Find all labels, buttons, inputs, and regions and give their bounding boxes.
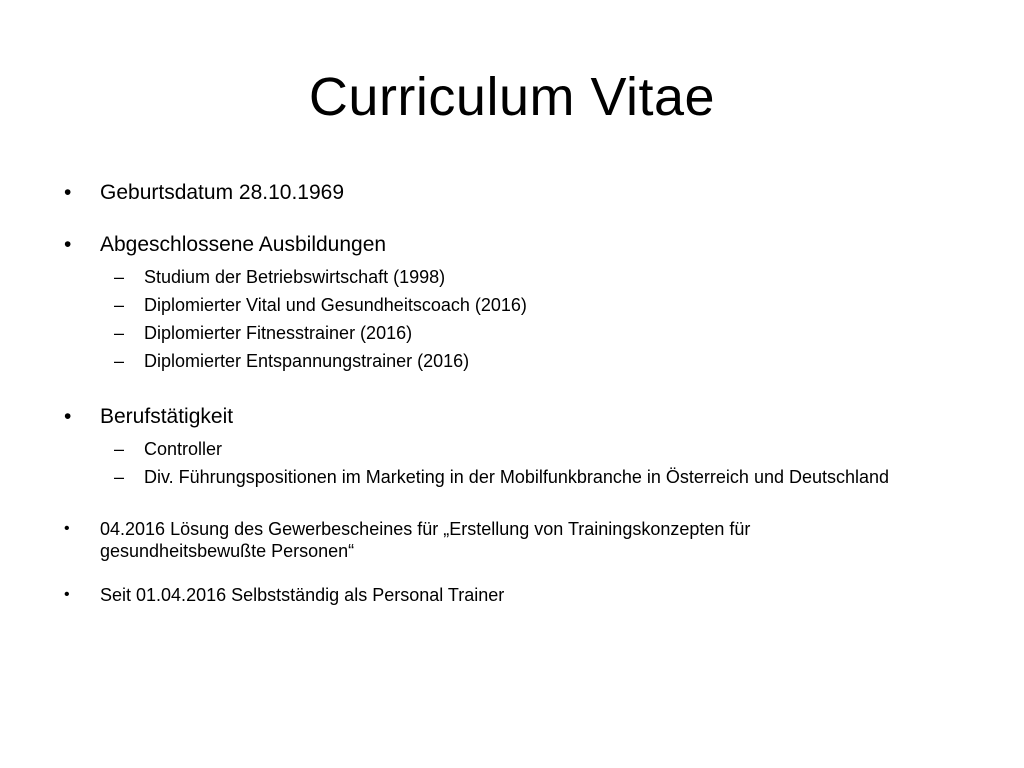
sub-item-education: [64, 322, 914, 344]
bullet-text: Seit 01.04.2016 Selbstständig als Personal Trainer: [100, 585, 505, 605]
sub-item-text: Diplomierter Vital und Gesundheitscoach (2016): [144, 295, 527, 315]
sub-item-education: [64, 350, 914, 372]
dash-marker: –: [114, 439, 125, 459]
sub-item-text: Controller: [144, 439, 223, 459]
sub-item-career: [64, 438, 914, 460]
bullet-text: 04.2016 Lösung des Gewerbescheines für „Erstellung von Trainingskonzepten für gesundheitsbewußte Personen“: [100, 519, 751, 561]
bullet-birthdate: [64, 178, 914, 208]
dash-marker: –: [114, 295, 125, 315]
bullet-dot: •: [64, 233, 72, 256]
bullet-self-employed: [64, 584, 914, 606]
bullet-education: [64, 230, 914, 260]
bullet-dot: •: [64, 520, 70, 537]
dash-marker: –: [114, 267, 125, 287]
sub-item-text: Diplomierter Entspannungstrainer (2016): [144, 351, 470, 371]
dash-marker: –: [114, 323, 125, 343]
dash-marker: –: [114, 351, 125, 371]
bullet-dot: •: [64, 181, 72, 204]
sub-item-text: Diplomierter Fitnesstrainer (2016): [144, 323, 413, 343]
bullet-text: Abgeschlossene Ausbildungen: [100, 233, 387, 256]
dash-marker: –: [114, 467, 125, 487]
bullet-text: Geburtsdatum 28.10.1969: [100, 181, 345, 204]
sub-item-text: Studium der Betriebswirtschaft (1998): [144, 267, 446, 287]
bullet-dot: •: [64, 405, 72, 428]
sub-item-text: Div. Führungspositionen im Marketing in der Mobilfunkbranche in Österreich und Deutschland: [144, 467, 890, 487]
bullet-text: Berufstätigkeit: [100, 405, 234, 428]
bullet-dot: •: [64, 586, 70, 603]
slide-body: [64, 178, 914, 606]
bullet-career: [64, 402, 914, 432]
bullet-business-license: [64, 518, 914, 562]
sub-item-education: [64, 294, 914, 316]
sub-item-career: [64, 466, 914, 488]
sub-item-education: [64, 266, 914, 288]
slide-title: Curriculum Vitae: [308, 67, 716, 127]
